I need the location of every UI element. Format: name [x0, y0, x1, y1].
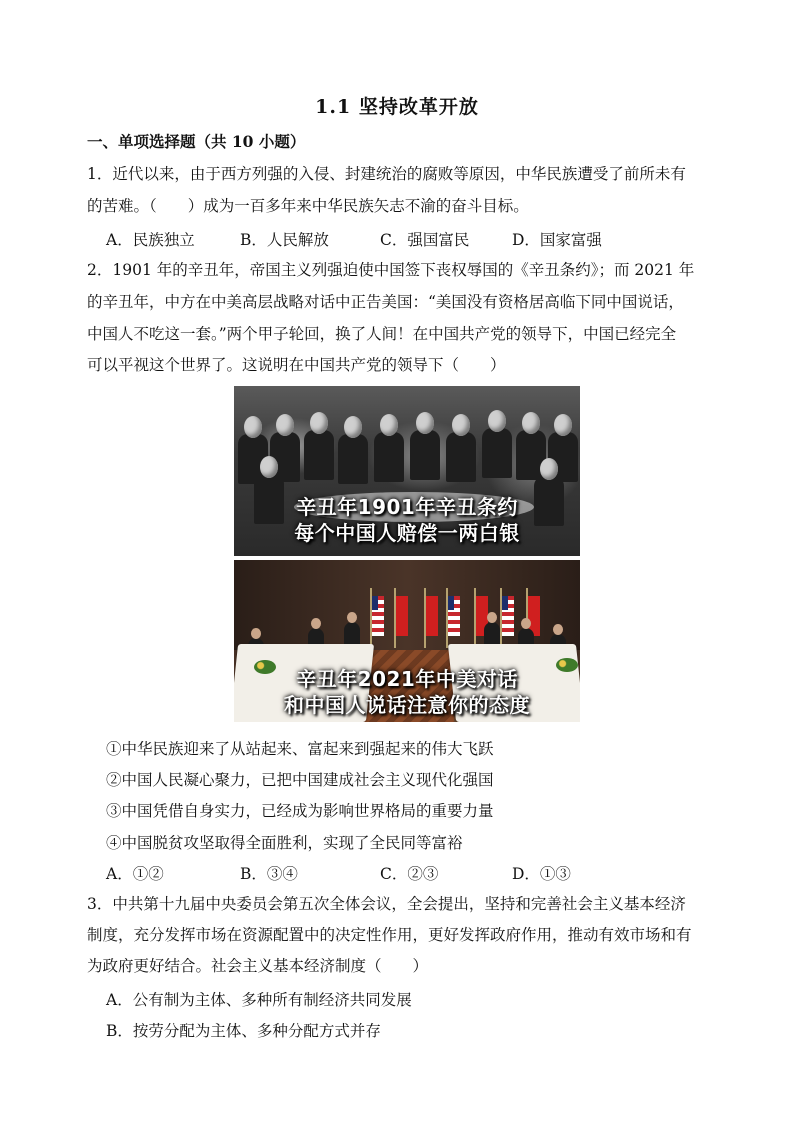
- us-flag-icon: [448, 596, 460, 636]
- photo-2021-caption-line-2: 和中国人说话注意你的态度: [284, 693, 530, 717]
- question-1-line-2: 的苦难。（ ）成为一百多年来中华民族矢志不渝的奋斗目标。: [87, 197, 529, 215]
- question-3-line-2: 制度，充分发挥市场在资源配置中的决定性作用，更好发挥政府作用，推动有效市场和有: [87, 926, 692, 944]
- question-2-statement-3: ③中国凭借自身实力，已经成为影响世界格局的重要力量: [106, 802, 494, 820]
- question-1-option-a: A．民族独立: [106, 231, 195, 249]
- question-2-statement-1: ①中华民族迎来了从站起来、富起来到强起来的伟大飞跃: [106, 740, 494, 758]
- question-2-line-2: 的辛丑年，中方在中美高层战略对话中正告美国：“美国没有资格居高临下同中国说话，: [87, 293, 684, 311]
- photo-1901-treaty: [234, 386, 580, 556]
- question-3-option-a: A．公有制为主体、多种所有制经济共同发展: [106, 991, 412, 1009]
- us-flag-icon: [502, 596, 514, 636]
- question-1-line-1: 1．近代以来，由于西方列强的入侵、封建统治的腐败等原因，中华民族遭受了前所未有: [87, 165, 686, 183]
- photo-1901-caption-line-2: 每个中国人赔偿一两白银: [294, 521, 520, 545]
- question-1-option-d: D．国家富强: [512, 231, 602, 249]
- china-flag-icon: [426, 596, 438, 636]
- question-1-option-b: B．人民解放: [240, 231, 329, 249]
- photo-1901-caption-line-1: 辛丑年1901年辛丑条约: [296, 495, 518, 519]
- question-3-option-b: B．按劳分配为主体、多种分配方式并存: [106, 1022, 381, 1040]
- photo-2021-caption-line-1: 辛丑年2021年中美对话: [296, 667, 518, 691]
- question-1-option-c: C．强国富民: [380, 231, 470, 249]
- question-2-option-d: D．①③: [512, 865, 571, 883]
- page-title: 1.1 坚持改革开放: [315, 96, 479, 118]
- question-2-option-b: B．③④: [240, 865, 298, 883]
- question-2-statement-4: ④中国脱贫攻坚取得全面胜利，实现了全民同等富裕: [106, 834, 463, 852]
- question-2-option-a: A．①②: [106, 865, 164, 883]
- china-flag-icon: [396, 596, 408, 636]
- question-2-line-1: 2．1901 年的辛丑年，帝国主义列强迫使中国签下丧权辱国的《辛丑条约》；而 2021 年: [87, 261, 695, 279]
- question-2-option-c: C．②③: [380, 865, 439, 883]
- question-2-line-3: 中国人不吃这一套。”两个甲子轮回，换了人间！在中国共产党的领导下，中国已经完全: [87, 325, 677, 343]
- us-flag-icon: [372, 596, 384, 636]
- question-3-line-1: 3．中共第十九届中央委员会第五次全体会议，全会提出，坚持和完善社会主义基本经济: [87, 895, 686, 913]
- question-3-line-3: 为政府更好结合。社会主义基本经济制度（ ）: [87, 957, 429, 975]
- question-2-statement-2: ②中国人民凝心聚力，已把中国建成社会主义现代化强国: [106, 771, 494, 789]
- question-2-line-4: 可以平视这个世界了。这说明在中国共产党的领导下（ ）: [87, 356, 506, 374]
- photo-2021-dialogue: [234, 560, 580, 722]
- section-heading: 一、单项选择题（共 10 小题）: [87, 132, 306, 151]
